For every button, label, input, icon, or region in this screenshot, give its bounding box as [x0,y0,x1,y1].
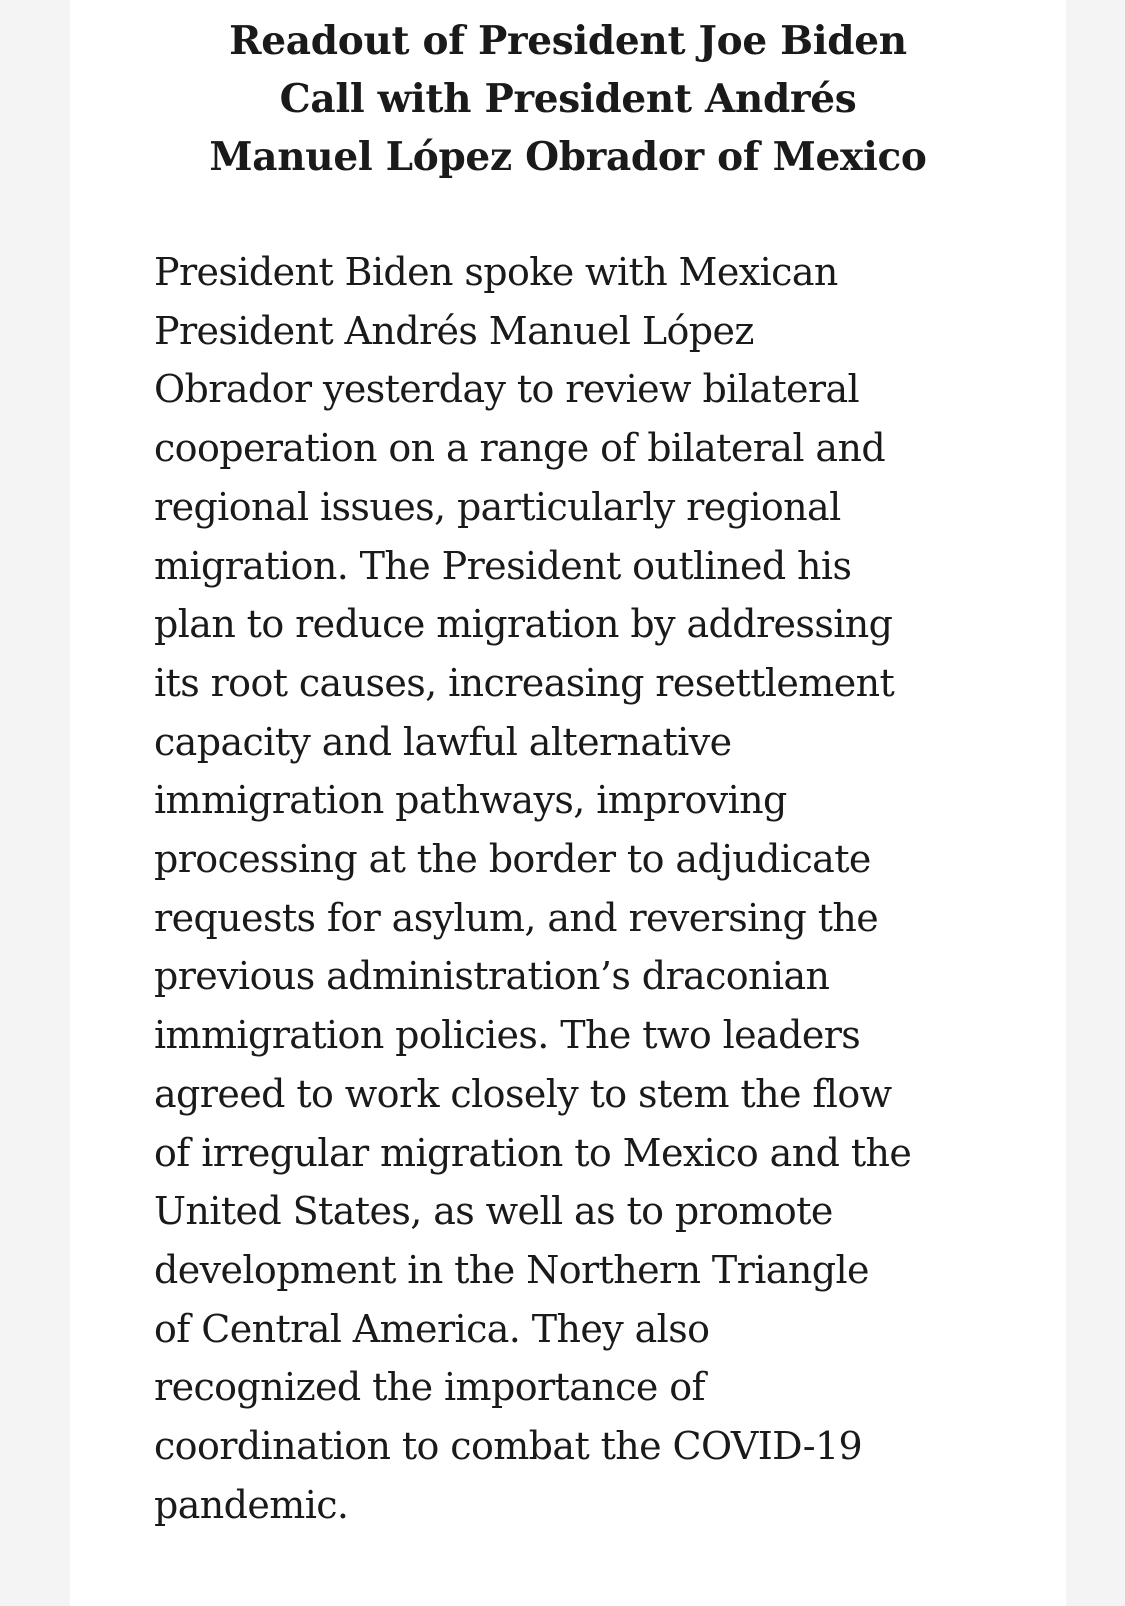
title-line: Call with President Andrés [279,76,857,122]
body-line: United States, as well as to promote [154,1189,833,1234]
title-line: Manuel López Obrador of Mexico [209,134,927,180]
body-line: capacity and lawful alternative [154,719,732,764]
readout-title [70,12,1066,186]
body-line: immigration policies. The two leaders [154,1013,861,1058]
body-line: migration. The President outlined his [154,543,852,588]
body-line: of irregular migration to Mexico and the [154,1130,912,1175]
body-line: immigration pathways, improving [154,778,787,823]
title-line: Readout of President Joe Biden [229,18,907,64]
body-line: previous administration’s draconian [154,954,830,999]
body-line: agreed to work closely to stem the flow [154,1071,892,1116]
body-line: President Biden spoke with Mexican [154,250,838,294]
body-line: President Andrés Manuel López [154,308,754,353]
body-line: development in the Northern Triangle [154,1247,869,1292]
document-page [70,0,1066,1606]
body-line: Obrador yesterday to review bilateral [154,367,860,412]
body-line: coordination to combat the COVID-19 [154,1424,863,1469]
body-line: its root causes, increasing resettlement [154,660,895,705]
body-line: of Central America. They also [154,1306,710,1351]
body-line: regional issues, particularly regional [154,484,841,529]
body-line: plan to reduce migration by addressing [154,602,893,647]
body-line: processing at the border to adjudicate [154,837,871,882]
body-line: pandemic. [154,1482,349,1527]
body-line: cooperation on a range of bilateral and [154,426,886,471]
readout-body [154,243,1054,1534]
body-line: requests for asylum, and reversing the [154,895,879,940]
body-line: recognized the importance of [154,1365,705,1410]
